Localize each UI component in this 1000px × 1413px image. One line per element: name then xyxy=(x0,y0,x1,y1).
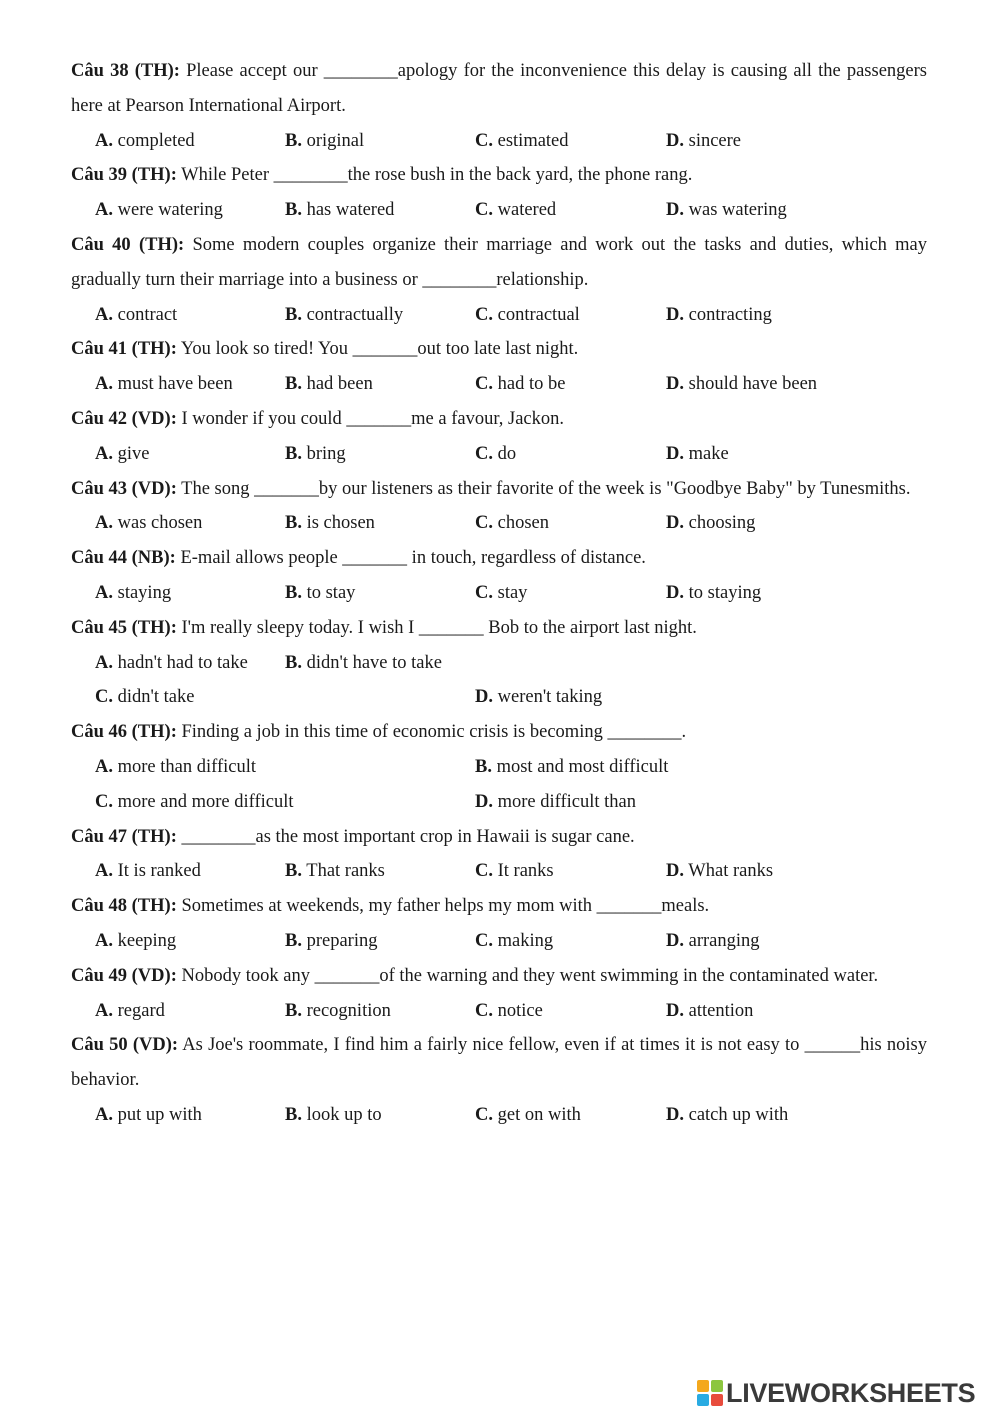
answer-option-a[interactable] xyxy=(95,646,248,681)
option-text: most and most difficult xyxy=(496,756,669,777)
question-label: Câu 49 (VD): xyxy=(71,965,177,986)
question-stem xyxy=(71,715,927,750)
logo-tile-4 xyxy=(711,1394,723,1406)
option-letter: D. xyxy=(666,443,684,464)
answer-option-c[interactable] xyxy=(475,298,580,333)
answer-option-a[interactable] xyxy=(95,1098,202,1133)
answer-options-row xyxy=(71,298,927,333)
answer-options-row xyxy=(71,437,927,472)
answer-option-b[interactable] xyxy=(285,994,391,1029)
question-block xyxy=(71,889,927,959)
option-text: What ranks xyxy=(688,861,774,882)
option-text: chosen xyxy=(497,513,549,534)
option-text: get on with xyxy=(497,1104,581,1125)
brand-name: LIVEWORKSHEETS xyxy=(726,1377,976,1408)
question-block xyxy=(71,541,927,611)
question-block xyxy=(71,54,927,158)
question-block xyxy=(71,402,927,472)
question-stem xyxy=(71,959,927,994)
answer-option-b[interactable] xyxy=(285,924,377,959)
option-letter: D. xyxy=(666,1104,684,1125)
option-letter: C. xyxy=(95,791,113,812)
liveworksheets-logo xyxy=(697,1377,975,1409)
option-letter: D. xyxy=(666,582,684,603)
answer-options-row xyxy=(71,924,927,959)
option-letter: B. xyxy=(285,582,302,603)
option-text: was watering xyxy=(688,200,787,221)
answer-option-c[interactable] xyxy=(475,193,556,228)
question-block xyxy=(71,820,927,890)
logo-tile-1 xyxy=(697,1380,709,1392)
question-text: You look so tired! You _______out too late last night. xyxy=(180,339,579,360)
option-letter: B. xyxy=(285,930,302,951)
option-letter: D. xyxy=(666,513,684,534)
option-text: regard xyxy=(117,1000,165,1021)
option-text: were watering xyxy=(117,200,223,221)
option-text: arranging xyxy=(688,930,760,951)
answer-option-c[interactable] xyxy=(475,924,553,959)
option-letter: B. xyxy=(285,374,302,395)
answer-option-c[interactable] xyxy=(475,854,554,889)
answer-options-row xyxy=(71,367,927,402)
option-text: recognition xyxy=(306,1000,391,1021)
answer-option-c[interactable] xyxy=(475,576,527,611)
option-text: sincere xyxy=(688,130,742,151)
option-text: look up to xyxy=(306,1104,382,1125)
option-letter: C. xyxy=(475,930,493,951)
option-letter: B. xyxy=(285,443,302,464)
answer-option-b[interactable] xyxy=(285,506,375,541)
answer-options-row xyxy=(71,1098,927,1133)
answer-option-d[interactable] xyxy=(666,437,729,472)
option-text: It is ranked xyxy=(117,861,201,882)
question-label: Câu 44 (NB): xyxy=(71,548,176,569)
answer-option-b[interactable] xyxy=(285,298,403,333)
option-letter: A. xyxy=(95,756,113,777)
question-label: Câu 45 (TH): xyxy=(71,617,177,638)
question-text: The song _______by our listeners as their favorite of the week is "Goodbye Baby" by Tunesmiths. xyxy=(181,478,911,499)
option-text: had been xyxy=(306,374,373,395)
question-block xyxy=(71,1028,927,1132)
option-text: didn't take xyxy=(117,687,195,708)
option-letter: A. xyxy=(95,861,113,882)
answer-option-a[interactable] xyxy=(95,437,149,472)
answer-option-b[interactable] xyxy=(285,1098,382,1133)
option-letter: C. xyxy=(475,374,493,395)
question-text: I wonder if you could _______me a favour, Jackon. xyxy=(181,408,565,429)
answer-option-a[interactable] xyxy=(95,193,223,228)
answer-option-b[interactable] xyxy=(285,193,394,228)
answer-options-row xyxy=(71,750,927,785)
question-text: Sometimes at weekends, my father helps my mom with _______meals. xyxy=(181,896,710,917)
option-letter: C. xyxy=(475,1000,493,1021)
option-letter: D. xyxy=(666,1000,684,1021)
answer-option-c[interactable] xyxy=(475,1098,581,1133)
answer-option-d[interactable] xyxy=(475,680,602,715)
question-block xyxy=(71,472,927,542)
answer-option-a[interactable] xyxy=(95,924,176,959)
option-text: to stay xyxy=(306,582,356,603)
question-label: Câu 38 (TH): xyxy=(71,61,180,81)
question-stem xyxy=(71,889,927,924)
option-letter: D. xyxy=(666,861,684,882)
option-letter: D. xyxy=(666,374,684,395)
option-text: was chosen xyxy=(117,513,203,534)
answer-option-b[interactable] xyxy=(285,646,442,681)
answer-option-c[interactable] xyxy=(475,994,543,1029)
answer-option-d[interactable] xyxy=(666,924,760,959)
option-letter: A. xyxy=(95,1104,113,1125)
option-text: must have been xyxy=(117,374,233,395)
answer-option-a[interactable] xyxy=(95,124,195,159)
option-letter: B. xyxy=(285,1000,302,1021)
answer-option-b[interactable] xyxy=(285,576,355,611)
option-letter: B. xyxy=(285,652,302,673)
answer-option-d[interactable] xyxy=(666,298,772,333)
answer-option-b[interactable] xyxy=(285,437,346,472)
option-letter: C. xyxy=(475,200,493,221)
question-text: ________as the most important crop in Hawaii is sugar cane. xyxy=(181,826,635,847)
option-letter: B. xyxy=(285,130,302,151)
question-label: Câu 46 (TH): xyxy=(71,722,177,743)
question-text: Nobody took any _______of the warning and they went swimming in the contaminated water. xyxy=(181,965,879,986)
answer-option-d[interactable] xyxy=(666,506,755,541)
answer-option-d[interactable] xyxy=(475,785,636,820)
question-text: I'm really sleepy today. I wish I _______ Bob to the airport last night. xyxy=(181,617,697,638)
option-letter: C. xyxy=(95,687,113,708)
answer-option-a[interactable] xyxy=(95,994,165,1029)
option-text: contract xyxy=(117,304,178,325)
answer-options-row xyxy=(71,506,927,541)
question-label: Câu 40 (TH): xyxy=(71,234,185,255)
option-letter: D. xyxy=(666,304,684,325)
option-text: bring xyxy=(306,443,346,464)
option-text: original xyxy=(306,130,365,151)
option-text: contractually xyxy=(306,304,404,325)
answer-option-d[interactable] xyxy=(666,1098,788,1133)
option-text: watered xyxy=(497,200,557,221)
option-letter: B. xyxy=(285,861,302,882)
question-block xyxy=(71,959,927,1029)
option-text: preparing xyxy=(306,930,378,951)
question-stem xyxy=(71,1028,927,1098)
answer-option-b[interactable] xyxy=(475,750,668,785)
option-text: It ranks xyxy=(497,861,554,882)
option-letter: B. xyxy=(285,200,302,221)
answer-options-row xyxy=(71,646,927,681)
option-text: attention xyxy=(688,1000,754,1021)
option-letter: C. xyxy=(475,1104,493,1125)
option-text: make xyxy=(688,443,729,464)
answer-option-a[interactable] xyxy=(95,506,202,541)
option-letter: A. xyxy=(95,1000,113,1021)
option-letter: B. xyxy=(475,756,492,777)
answer-options-row xyxy=(71,994,927,1029)
question-text: As Joe's roommate, I find him a fairly nice fellow, even if at times it is not easy to ______his noisy behavior. xyxy=(71,1035,928,1091)
option-text: should have been xyxy=(688,374,818,395)
option-text: to staying xyxy=(688,582,762,603)
option-text: more than difficult xyxy=(117,756,256,777)
option-text: stay xyxy=(497,582,528,603)
answer-option-a[interactable] xyxy=(95,576,171,611)
question-text: E-mail allows people _______ in touch, regardless of distance. xyxy=(180,548,646,569)
question-block xyxy=(71,228,927,332)
question-text: Please accept our ________apology for the inconvenience this delay is causing all the passengers here at Pearson International Airport. xyxy=(71,61,927,116)
option-text: is chosen xyxy=(306,513,375,534)
option-letter: A. xyxy=(95,582,113,603)
option-text: had to be xyxy=(497,374,566,395)
option-text: more difficult than xyxy=(497,791,636,812)
option-text: put up with xyxy=(117,1104,202,1125)
option-letter: D. xyxy=(475,687,493,708)
answer-option-d[interactable] xyxy=(666,124,741,159)
question-block xyxy=(71,332,927,402)
option-letter: D. xyxy=(666,130,684,151)
option-text: do xyxy=(497,443,517,464)
option-text: hadn't had to take xyxy=(117,652,248,673)
answer-options-row xyxy=(71,576,927,611)
answer-option-d[interactable] xyxy=(666,994,753,1029)
option-text: didn't have to take xyxy=(306,652,442,673)
answer-option-b[interactable] xyxy=(285,124,364,159)
question-stem xyxy=(71,54,927,124)
logo-tile-2 xyxy=(711,1380,723,1392)
option-letter: C. xyxy=(475,861,493,882)
answer-option-c[interactable] xyxy=(475,506,549,541)
answer-option-a[interactable] xyxy=(95,367,233,402)
question-stem xyxy=(71,472,927,507)
logo-tile-3 xyxy=(697,1394,709,1406)
question-stem xyxy=(71,158,927,193)
option-letter: C. xyxy=(475,513,493,534)
option-text: notice xyxy=(497,1000,543,1021)
option-letter: B. xyxy=(285,513,302,534)
option-letter: A. xyxy=(95,374,113,395)
option-letter: D. xyxy=(666,200,684,221)
option-letter: A. xyxy=(95,130,113,151)
option-letter: A. xyxy=(95,200,113,221)
answer-options-row xyxy=(71,854,927,889)
option-letter: C. xyxy=(475,304,493,325)
answer-options-row xyxy=(71,193,927,228)
answer-option-d[interactable] xyxy=(666,576,761,611)
question-label: Câu 47 (TH): xyxy=(71,826,177,847)
option-text: weren't taking xyxy=(497,687,603,708)
answer-option-d[interactable] xyxy=(666,854,773,889)
question-label: Câu 41 (TH): xyxy=(71,339,177,360)
option-letter: A. xyxy=(95,443,113,464)
option-letter: D. xyxy=(666,930,684,951)
answer-options-row xyxy=(71,680,927,715)
answer-option-c[interactable] xyxy=(475,124,569,159)
question-block xyxy=(71,158,927,228)
question-stem xyxy=(71,402,927,437)
answer-option-d[interactable] xyxy=(666,193,787,228)
option-text: That ranks xyxy=(306,861,385,882)
question-block xyxy=(71,715,927,819)
option-letter: A. xyxy=(95,652,113,673)
answer-options-row xyxy=(71,785,927,820)
question-stem xyxy=(71,332,927,367)
answer-option-c[interactable] xyxy=(95,680,194,715)
question-text: While Peter ________the rose bush in the back yard, the phone rang. xyxy=(181,165,693,186)
answer-options-row xyxy=(71,124,927,159)
answer-option-b[interactable] xyxy=(285,367,373,402)
option-letter: C. xyxy=(475,443,493,464)
answer-option-c[interactable] xyxy=(95,785,294,820)
option-letter: B. xyxy=(285,1104,302,1125)
question-stem xyxy=(71,228,927,298)
option-text: give xyxy=(117,443,150,464)
question-label: Câu 50 (VD): xyxy=(71,1035,179,1056)
answer-option-d[interactable] xyxy=(666,367,817,402)
option-letter: A. xyxy=(95,304,113,325)
option-text: keeping xyxy=(117,930,177,951)
question-label: Câu 42 (VD): xyxy=(71,408,177,429)
option-text: estimated xyxy=(497,130,569,151)
option-text: has watered xyxy=(306,200,395,221)
option-text: choosing xyxy=(688,513,756,534)
answer-option-a[interactable] xyxy=(95,854,201,889)
option-letter: B. xyxy=(285,304,302,325)
option-text: making xyxy=(497,930,554,951)
option-text: catch up with xyxy=(688,1104,789,1125)
question-label: Câu 48 (TH): xyxy=(71,896,177,917)
question-text: Some modern couples organize their marriage and work out the tasks and duties, which may gradually turn their marriage into a business or ________relationship. xyxy=(71,234,927,290)
option-text: completed xyxy=(117,130,195,151)
question-stem xyxy=(71,820,927,855)
option-text: staying xyxy=(117,582,172,603)
question-stem xyxy=(71,611,927,646)
option-letter: A. xyxy=(95,513,113,534)
option-letter: C. xyxy=(475,130,493,151)
answer-option-a[interactable] xyxy=(95,750,256,785)
worksheet xyxy=(71,54,927,1133)
question-block xyxy=(71,611,927,715)
liveworksheets-logo-icon xyxy=(697,1380,723,1406)
question-text: Finding a job in this time of economic crisis is becoming ________. xyxy=(181,722,687,743)
answer-option-b[interactable] xyxy=(285,854,385,889)
answer-option-c[interactable] xyxy=(475,437,516,472)
option-letter: C. xyxy=(475,582,493,603)
option-letter: D. xyxy=(475,791,493,812)
option-text: more and more difficult xyxy=(117,791,294,812)
question-label: Câu 43 (VD): xyxy=(71,478,177,499)
option-text: contracting xyxy=(688,304,772,325)
option-letter: A. xyxy=(95,930,113,951)
option-text: contractual xyxy=(497,304,580,325)
answer-option-c[interactable] xyxy=(475,367,565,402)
question-label: Câu 39 (TH): xyxy=(71,165,177,186)
answer-option-a[interactable] xyxy=(95,298,177,333)
question-stem xyxy=(71,541,927,576)
